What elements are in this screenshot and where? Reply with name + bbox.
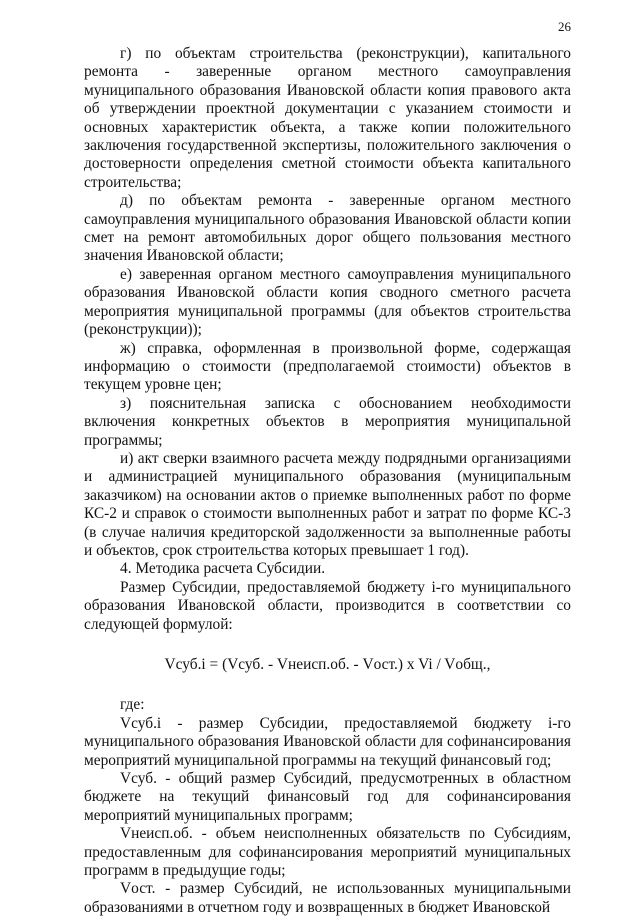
paragraph-subsidy-size: Размер Субсидии, предоставляемой бюджету i-го муниципального образования Ивановской области, производится в соответствии со следующей формулой: xyxy=(84,578,571,633)
definition-vneisp: Vнеисп.об. - объем неисполненных обязательств по Субсидиям, предоставленным для софинансирования мероприятий муниципальных программ в предыдущие годы; xyxy=(84,825,571,880)
paragraph-item-zh: ж) справка, оформленная в произвольной форме, содержащая информацию о стоимости (предполагаемой стоимости) объектов в текущем уровне цен; xyxy=(84,339,571,394)
where-label: где: xyxy=(120,696,145,714)
paragraph-item-d: д) по объектам ремонта - заверенные органом местного самоуправления муниципального образования Ивановской области копии смет на ремонт автомобильных дорог общего пользования местного значения Ивановской области; xyxy=(84,192,571,265)
document-body xyxy=(84,45,571,917)
page-number: 26 xyxy=(558,19,571,34)
paragraph-item-i: и) акт сверки взаимного расчета между подрядными организациями и администрацией муниципального образования (муниципальным заказчиком) на основании актов о приемке выполненных работ по форме КС-2 и справок о стоимости выполненных работ и затрат по форме КС-3 (в случае наличия кредиторской задолженности за выполненные работы и объектов, срок строительства которых превышает 1 год). xyxy=(84,449,571,559)
paragraph-item-z: з) пояснительная записка с обоснованием необходимости включения конкретных объектов в мероприятия муниципальной программы; xyxy=(84,394,571,449)
definition-vsub-i: Vсуб.i - размер Субсидии, предоставляемой бюджету i-го муниципального образования Ивановской области для софинансирования мероприятий муниципальной программы на текущий финансовый год; xyxy=(84,714,571,769)
paragraph-item-g: г) по объектам строительства (реконструкции), капитального ремонта - заверенные органом местного самоуправления муниципального образования Ивановской области копия правового акта об утверждении проектной документации с указанием стоимости и основных характеристик объекта, а также копии положительного заключения государственной экспертизы, положительного заключения о достоверности определения сметной стоимости объекта капитального строительства; xyxy=(84,45,571,191)
definition-vost: Vост. - размер Субсидий, не использованных муниципальными образованиями в отчетном году и возвращенных в бюджет Ивановской xyxy=(84,880,571,916)
definition-vsub: Vсуб. - общий размер Субсидий, предусмотренных в областном бюджете на текущий финансовый год для софинансирования мероприятий муниципальных программ; xyxy=(84,770,571,824)
section-heading: 4. Методика расчета Субсидии. xyxy=(120,560,326,578)
paragraph-item-e: е) заверенная органом местного самоуправления муниципального образования Ивановской области копия сводного сметного расчета мероприятия муниципальной программы (для объектов строительства (реконструкции)); xyxy=(84,265,571,339)
formula: Vсуб.i = (Vсуб. - Vнеисп.об. - Vост.) x Vi / Vобщ., xyxy=(164,656,491,673)
